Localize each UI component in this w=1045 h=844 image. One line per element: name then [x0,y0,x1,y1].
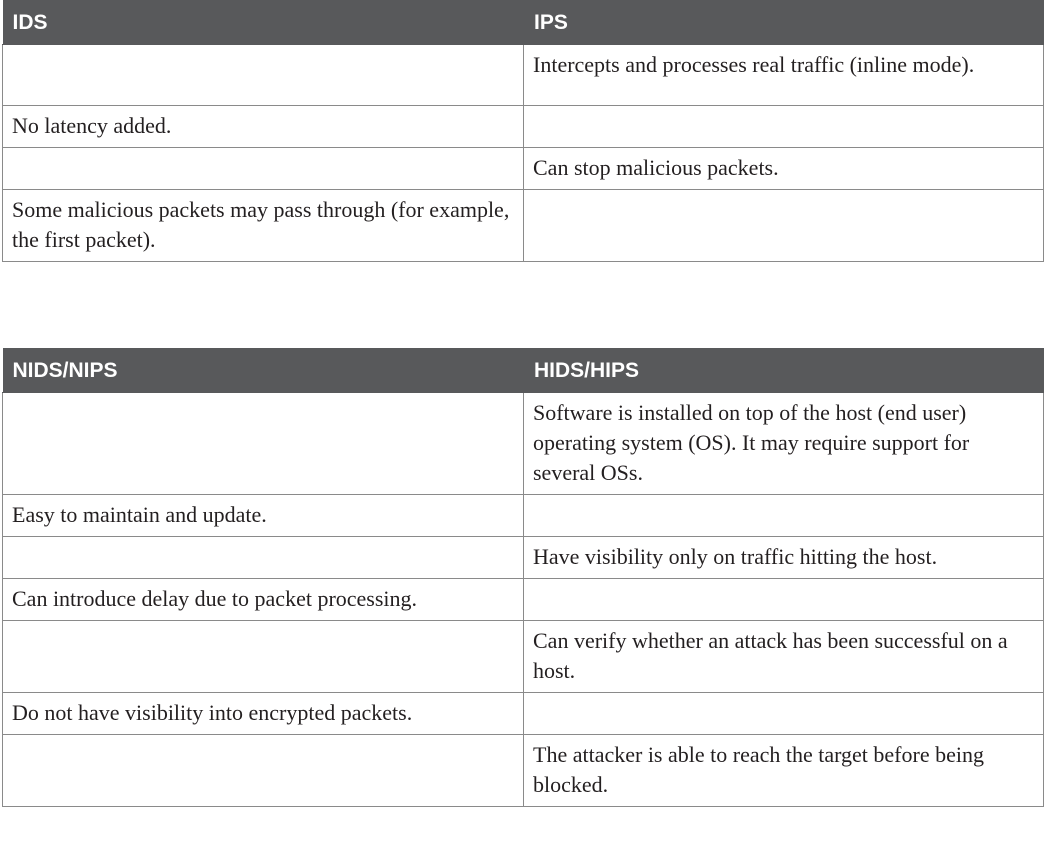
table-cell-nids-nips: Do not have visibility into encrypted packets. [3,693,524,735]
table-row [3,693,1044,735]
table-row [3,579,1044,621]
table-row [3,537,1044,579]
table-cell-hids-hips [524,693,1044,735]
table-cell-hids-hips [524,579,1044,621]
table-cell-hids-hips: Have visibility only on traffic hitting the host. [524,537,1044,579]
table-cell-ids: No latency added. [3,106,524,148]
column-header-hids-hips: HIDS/HIPS [524,349,1044,393]
column-header-nids-nips: NIDS/NIPS [3,349,524,393]
column-header-ids: IDS [3,1,524,45]
table-cell-ips: Intercepts and processes real traffic (inline mode). [524,45,1044,106]
table-cell-nids-nips [3,393,524,495]
table-row [3,45,1044,106]
table-row [3,190,1044,262]
nids-hids-comparison-table [2,348,1044,807]
table-row [3,621,1044,693]
table-cell-nids-nips [3,537,524,579]
column-header-ips: IPS [524,1,1044,45]
table-row [3,495,1044,537]
table-row [3,148,1044,190]
table-cell-nids-nips: Easy to maintain and update. [3,495,524,537]
table-row [3,735,1044,807]
table-header-row [3,349,1044,393]
table-cell-nids-nips [3,735,524,807]
table-cell-ips: Can stop malicious packets. [524,148,1044,190]
table-cell-hids-hips: Can verify whether an attack has been successful on a host. [524,621,1044,693]
ids-ips-comparison-table [2,0,1044,262]
table-cell-hids-hips: Software is installed on top of the host (end user) operating system (OS). It may require support for several OSs. [524,393,1044,495]
table-row [3,393,1044,495]
table-header-row [3,1,1044,45]
table-cell-ids: Some malicious packets may pass through (for example, the first packet). [3,190,524,262]
table-cell-hids-hips [524,495,1044,537]
table-cell-ids [3,148,524,190]
table-cell-ids [3,45,524,106]
table-cell-hids-hips: The attacker is able to reach the target before being blocked. [524,735,1044,807]
table-cell-nids-nips: Can introduce delay due to packet processing. [3,579,524,621]
table-cell-nids-nips [3,621,524,693]
table-cell-ips [524,106,1044,148]
table-row [3,106,1044,148]
table-cell-ips [524,190,1044,262]
